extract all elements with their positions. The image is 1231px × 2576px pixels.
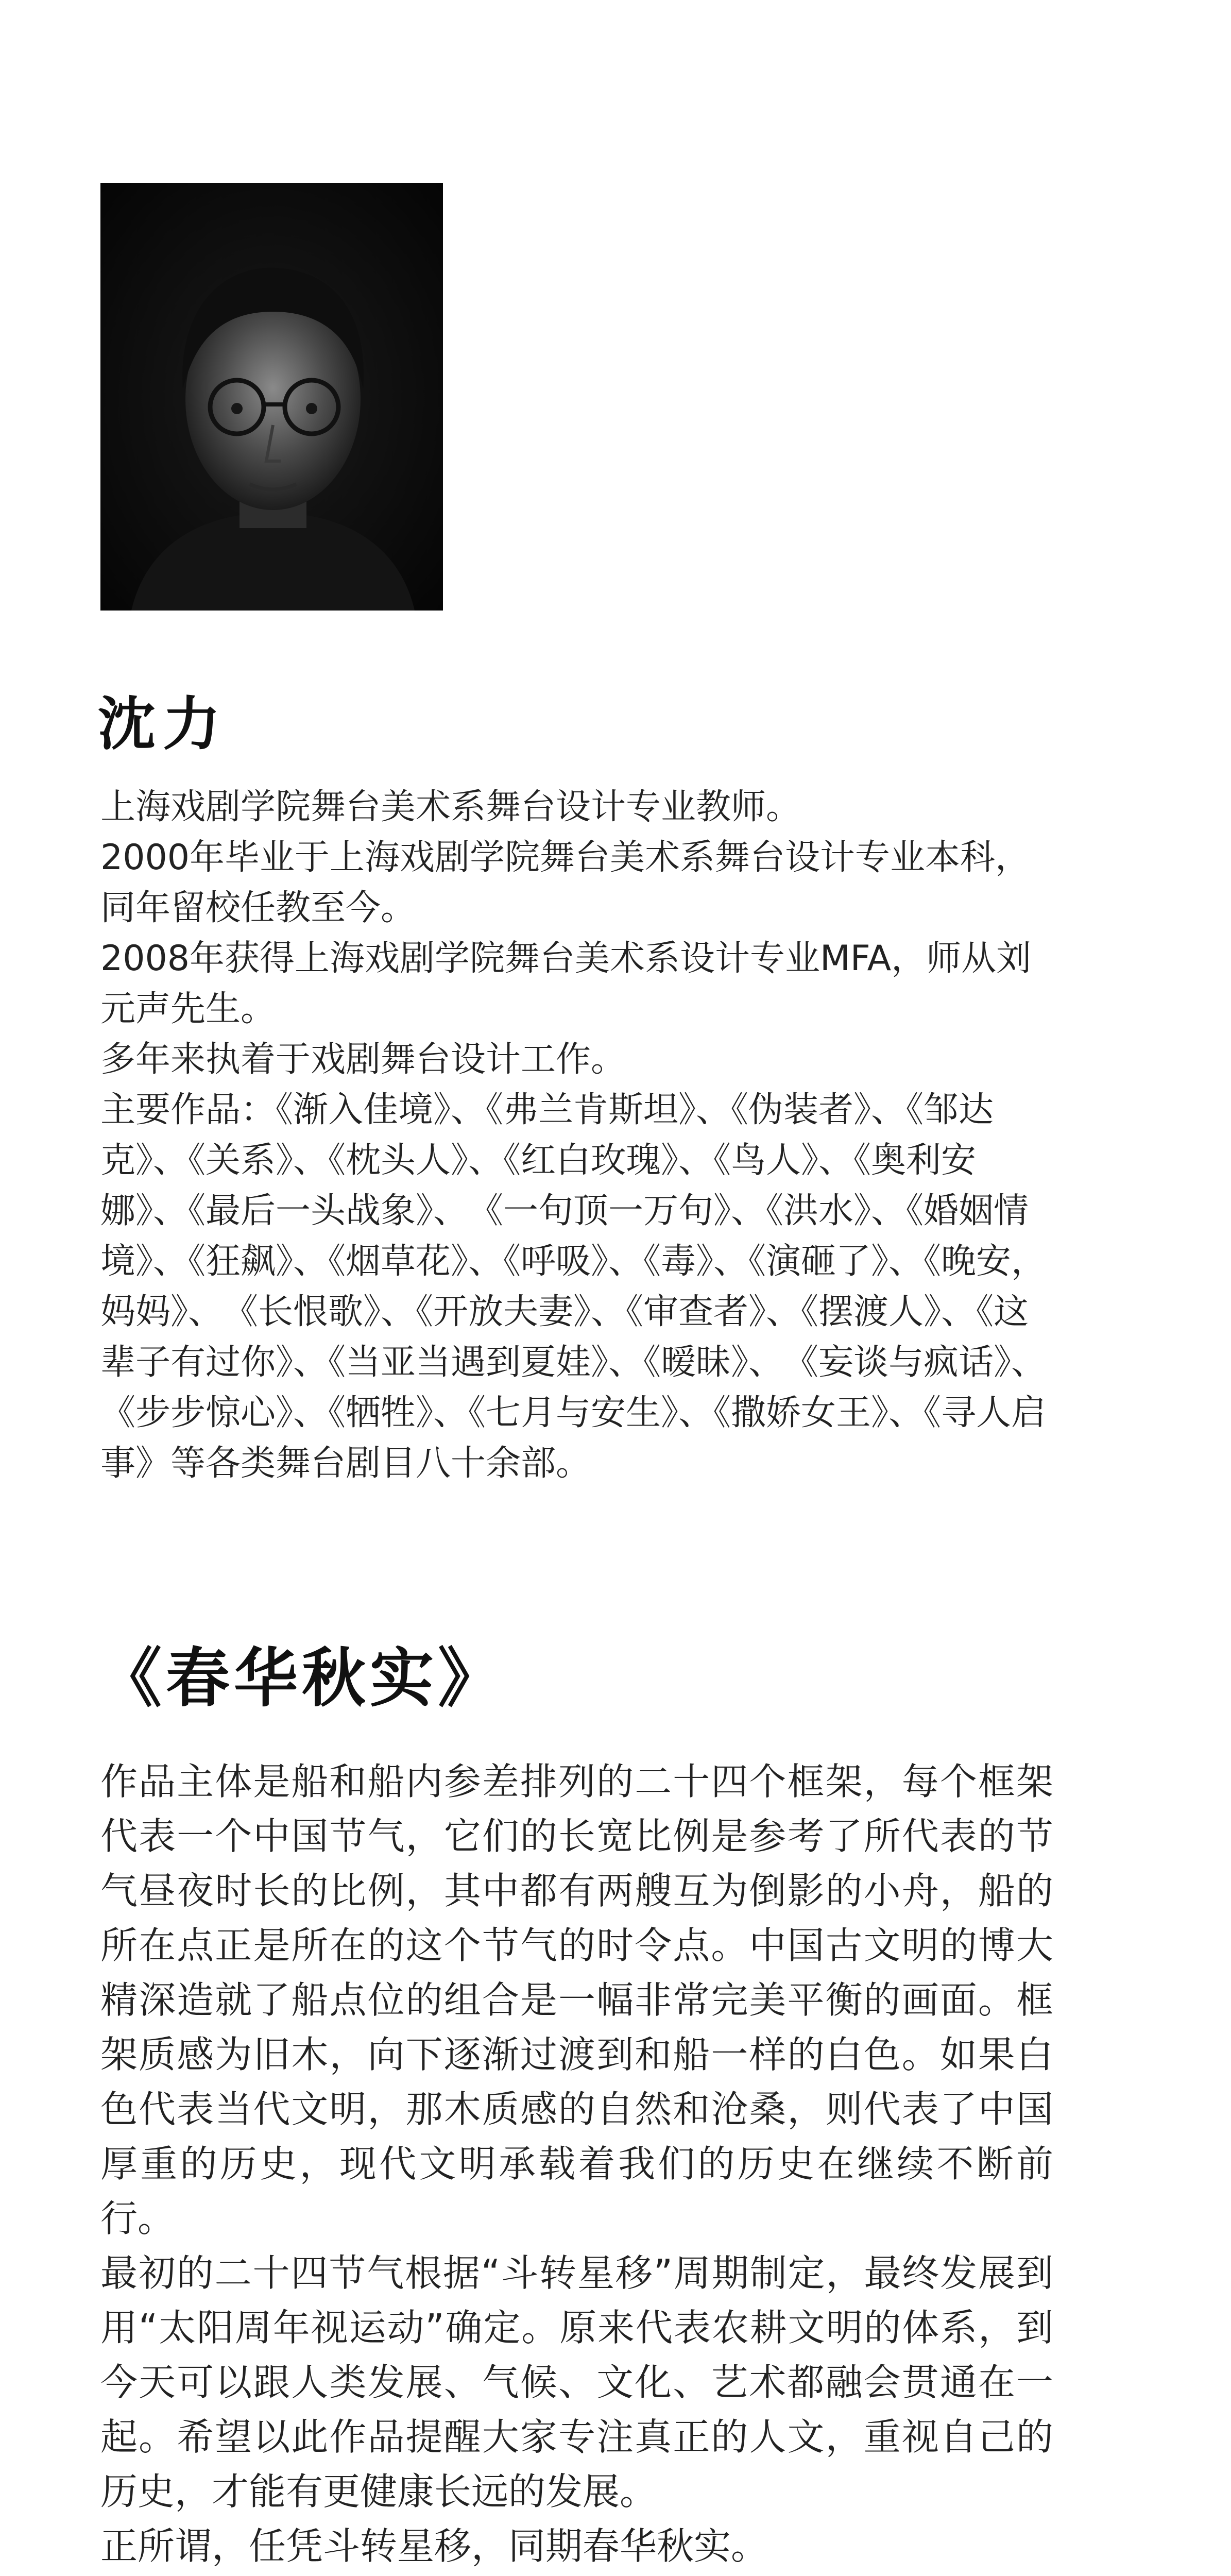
artist-name: 沈力 [98,691,228,758]
work-paragraph: 作品主体是船和船内参差排列的二十四个框架，每个框架代表一个中国节气，它们的长宽比例是参考了所代表的节气昼夜时长的比例，其中都有两艘互为倒影的小舟，船的所在点正是所在的这个节气的时令点。中国古文明的博大精深造就了船点位的组合是一幅非常完美平衡的画面。框架质感为旧木，向下逐渐过渡到和船一样的白色。如果白色代表当代文明，那木质感的自然和沧桑，则代表了中国厚重的历史，现代文明承载着我们的历史在继续不断前行。 [100,1760,1053,2240]
work-paragraph: 最初的二十四节气根据“斗转星移”周期制定，最终发展到用“太阳周年视运动”确定。原来代表农耕文明的体系，到今天可以跟人类发展、气候、文化、艺术都融会贯通在一起。希望以此作品提醒大家专注真正的人文，重视自己的历史，才能有更健康长远的发展。 [100,2251,1053,2513]
bio-paragraph: 多年来执着于戏剧舞台设计工作。 [100,1039,626,1080]
work-title: 《春华秋实》 [98,1641,506,1716]
bio-paragraph: 2008年获得上海戏剧学院舞台美术系设计专业MFA，师从刘元声先生。 [100,938,1032,1029]
portrait-photo-icon [100,183,443,611]
bio-paragraph: 2000年毕业于上海戏剧学院舞台美术系舞台设计专业本科，同年留校任教至今。 [100,837,1031,928]
bio-works-list: 主要作品：《渐入佳境》、《弗兰肯斯坦》、《伪装者》、《邹达克》、《关系》、《枕头人》、《红白玫瑰》、《鸟人》、《奥利安娜》、《最后一头战象》、 《一句顶一万句》、《洪水》、《婚姻情境》、《狂飙》、《烟草花》、《呼吸》、《毒》、《演砸了》、《晚安，妈妈》、 《长恨歌》、《开放夫妻》、《审查者》、《摆渡人》、《这辈子有过你》、《当亚当遇到夏娃》、《暧昧》、 《妄谈与疯话》、 《步步惊心》、《牺牲》、《七月与安生》、《撒娇女王》、《寻人启事》等各类舞台剧目八十余部。 [100,1090,1064,1484]
bio-paragraph: 上海戏剧学院舞台美术系舞台设计专业教师。 [100,787,801,827]
work-paragraph: 正所谓，任凭斗转星移，同期春华秋实。 [100,2524,768,2568]
artist-bio [100,782,1064,1489]
portrait-photo [100,183,443,611]
work-description [100,1754,1053,2573]
